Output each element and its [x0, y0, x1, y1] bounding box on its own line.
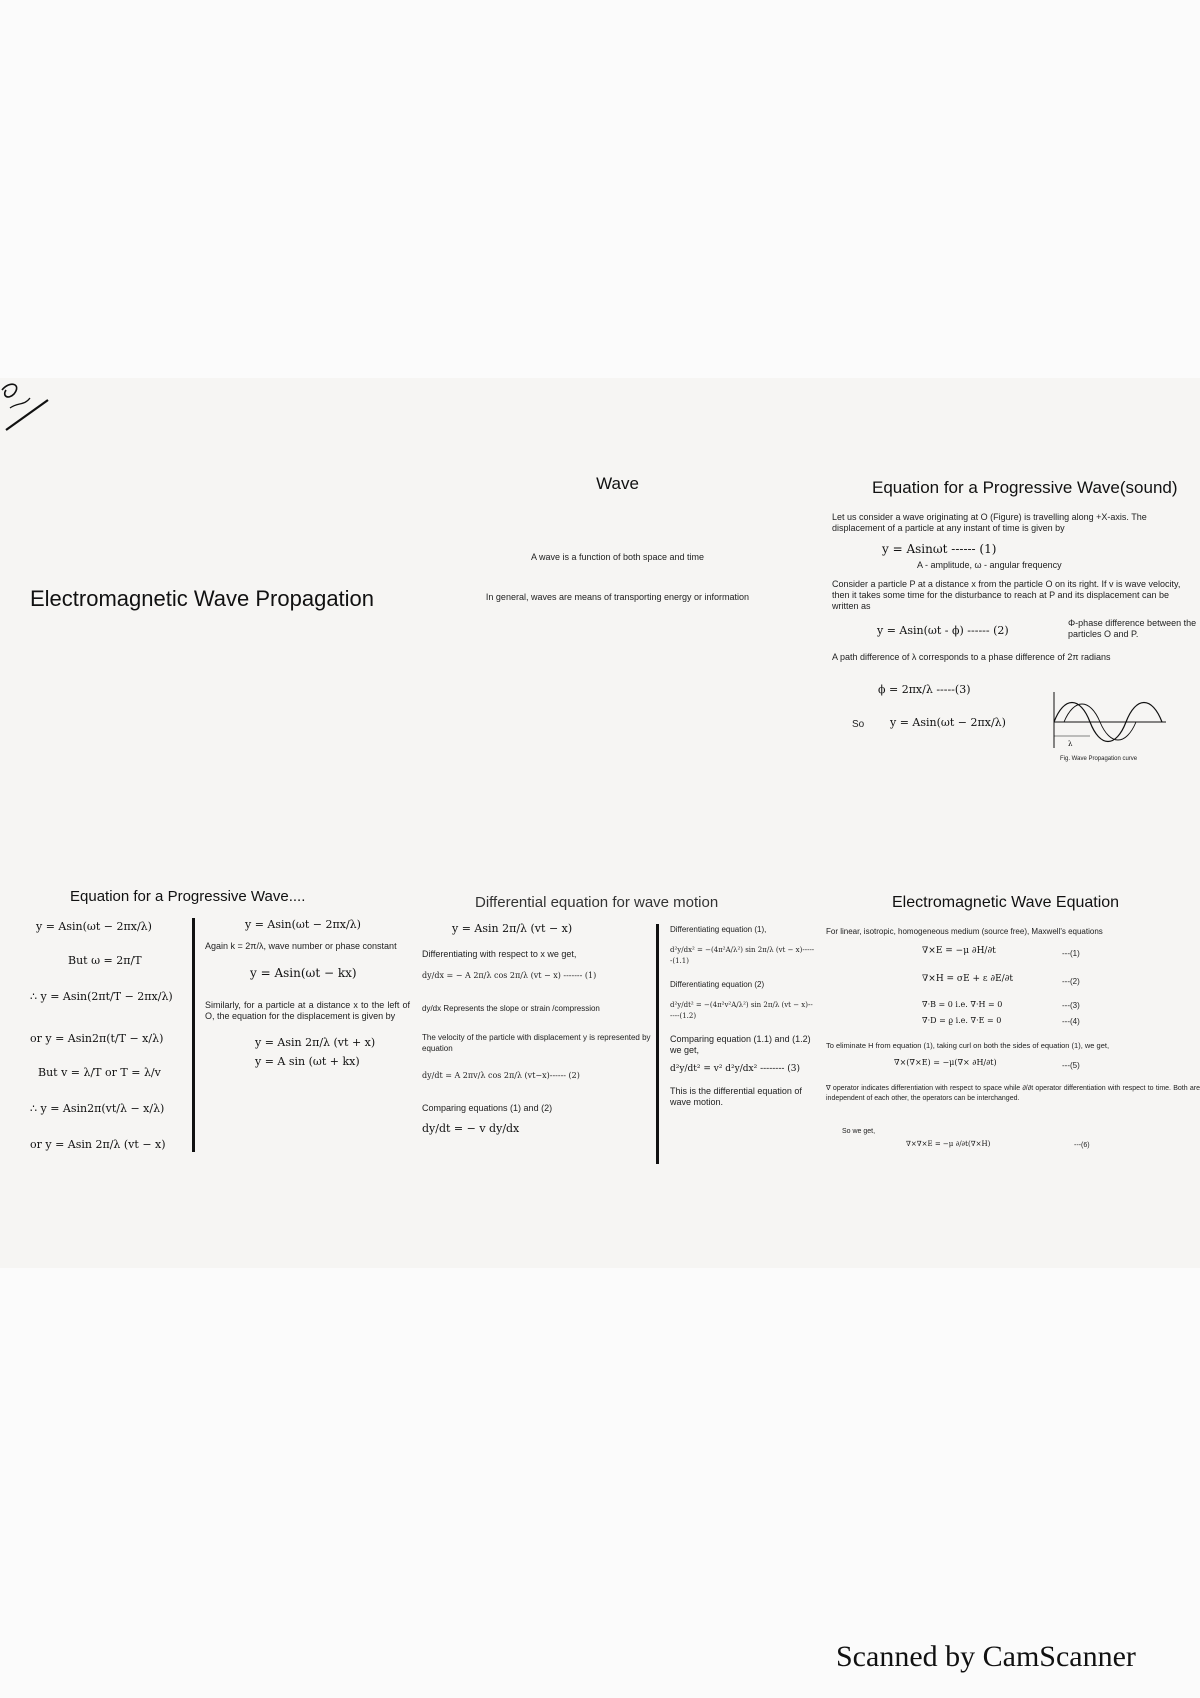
slide3-para-2: Consider a particle P at a distance x from the particle O on its right. If v is wave velocity, then it takes some time for the disturbance to reach at P and its displacement can be written as: [832, 579, 1181, 611]
slide5-right-para-2: Differentiating equation (2): [670, 980, 765, 989]
slide3-eq-1: y = Asinωt ------ (1): [882, 542, 997, 556]
slide3-eq-3: ϕ = 2πx/λ -----(3): [878, 683, 971, 696]
slide5-left-para-1: Differentiating with respect to x we get,: [422, 949, 577, 959]
slide5-left-para-4: Comparing equations (1) and (2): [422, 1103, 553, 1113]
slide-wave: [440, 474, 795, 603]
handwritten-signature: [0, 378, 60, 438]
slide6-eq-5-num: ---(5): [1062, 1061, 1080, 1070]
slide6-para-3: ∇ operator indicates differentiation with respect to space while ∂/∂t operator differentiation with respect to time. Both are independent of each other, the operators can be interchanged.: [826, 1085, 1200, 1102]
slide6-eq-1-num: ---(1): [1062, 949, 1080, 958]
slide-title: [30, 586, 430, 612]
main-title: Electromagnetic Wave Propagation: [30, 586, 375, 611]
wave-figure-caption: Fig. Wave Propagation curve: [1060, 756, 1138, 762]
slide5-right-eq-3: d²y/dt² = v² d²y/dx² -------- (3): [670, 1064, 801, 1074]
slide5-divider: [656, 924, 659, 1164]
slide4-right-eq-3: y = Asin 2π/λ (vt + x): [255, 1036, 376, 1049]
slide5-left-eq-1: dy/dx = − A 2π/λ cos 2π/λ (vt − x) ------- (1): [422, 971, 597, 980]
wave-title: Wave: [596, 474, 639, 493]
slide4-divider: [192, 918, 195, 1152]
slide6-eq-4-num: ---(4): [1062, 1017, 1080, 1026]
slide5-left-para-3: The velocity of the particle with displacement y is represented by equation: [422, 1033, 651, 1053]
slide4-left-eq-2: But ω = 2π/T: [68, 954, 142, 967]
slide6-eq-3: ∇·B = 0 i.e. ∇·H = 0: [922, 1000, 1003, 1009]
slide3-so: So: [852, 719, 865, 730]
slide6-eq-1: ∇×E = −μ ∂H/∂t: [922, 946, 996, 956]
slide6-title: Electromagnetic Wave Equation: [892, 894, 1120, 911]
slide5-left-eq-0: y = Asin 2π/λ (vt − x): [452, 922, 573, 935]
slide4-left-eq-7: or y = Asin 2π/λ (vt − x): [30, 1138, 166, 1151]
slide5-right-para-1: Differentiating equation (1),: [670, 925, 767, 934]
svg-text:λ: λ: [1068, 740, 1073, 748]
wave-line-1: A wave is a function of both space and time: [530, 552, 705, 562]
slide6-para-1: For linear, isotropic, homogeneous medium (source free), Maxwell's equations: [826, 927, 1103, 936]
slide-progressive-wave-sound: [832, 478, 1200, 762]
slide6-eq-6: ∇×∇×E = −μ ∂/∂t(∇×H): [906, 1140, 991, 1148]
slide3-eq-2: y = Asin(ωt - ϕ) ------ (2): [877, 624, 1009, 637]
slide-em-wave-equation: [822, 894, 1200, 1164]
slide6-para-2: To eliminate H from equation (1), taking curl on both the sides of equation (1), we get,: [826, 1041, 1110, 1050]
slide6-para-4: So we get,: [842, 1128, 876, 1135]
slide3-eq2-note: Φ-phase difference between the particles O and P.: [1068, 618, 1197, 639]
slide3-eq-4: y = Asin(ωt − 2πx/λ): [890, 716, 1006, 729]
slide4-left-eq-4: or y = Asin2π(t/T − x/λ): [30, 1032, 164, 1045]
slide4-right-eq-1: y = Asin(ωt − 2πx/λ): [245, 918, 361, 931]
slide-differential-equation: [420, 894, 820, 1164]
slide3-para-1: Let us consider a wave originating at O (Figure) is travelling along +X-axis. The displacement of a particle at any instant of time is given by: [832, 512, 1147, 533]
slide5-right-para-3: Comparing equation (1.1) and (1.2) we get,: [670, 1034, 811, 1055]
slide5-left-eq-3: dy/dt = − v dy/dx: [422, 1122, 520, 1135]
slide6-eq-2-num: ---(2): [1062, 977, 1080, 986]
slide6-eq-5: ∇×(∇×E) = −μ(∇× ∂H/∂t): [894, 1058, 997, 1067]
slide3-para-3: A path difference of λ corresponds to a phase difference of 2π radians: [832, 652, 1111, 662]
slide5-right-para-4: This is the differential equation of wave motion.: [670, 1086, 802, 1107]
slide-progressive-wave-cont: [30, 888, 415, 1158]
slide4-right-eq-4: y = A sin (ωt + kx): [255, 1055, 360, 1068]
slide6-eq-3-num: ---(3): [1062, 1001, 1080, 1010]
slide4-title: Equation for a Progressive Wave....: [70, 888, 306, 905]
slide4-left-eq-6: ∴ y = Asin2π(vt/λ − x/λ): [30, 1102, 165, 1115]
wave-line-2: In general, waves are means of transporting energy or information: [485, 592, 750, 602]
slide4-right-para-1: Again k = 2π/λ, wave number or phase constant: [205, 941, 397, 951]
camscanner-watermark: Scanned by CamScanner: [836, 1640, 1136, 1673]
slide4-left-eq-1: y = Asin(ωt − 2πx/λ): [36, 920, 152, 933]
slide4-right-eq-2: y = Asin(ωt − kx): [250, 966, 357, 980]
slide6-eq-6-num: ---(6): [1074, 1142, 1090, 1149]
slide6-eq-2: ∇×H = σE + ε ∂E/∂t: [922, 974, 1013, 984]
slide4-right-para-2: Similarly, for a particle at a distance x to the left of O, the equation for the displacement is given by: [205, 1000, 410, 1021]
slide5-title: Differential equation for wave motion: [475, 894, 719, 911]
slide4-left-eq-5: But v = λ/T or T = λ/v: [38, 1066, 161, 1079]
slide6-eq-4: ∇·D = ϱ i.e. ∇·E = 0: [922, 1016, 1002, 1025]
slide5-left-eq-2: dy/dt = A 2πv/λ cos 2π/λ (vt−x)------ (2): [422, 1071, 580, 1080]
slide3-title: Equation for a Progressive Wave(sound): [872, 478, 1178, 497]
slide4-left-eq-3: ∴ y = Asin(2πt/T − 2πx/λ): [30, 990, 173, 1003]
slide5-left-para-2: dy/dx Represents the slope or strain /compression: [422, 1004, 600, 1013]
slide5-right-eq-2: d²y/dt² = −(4π²v²A/λ²) sin 2π/λ (vt − x)------(1.2): [670, 1001, 813, 1020]
wave-propagation-figure: [1050, 690, 1168, 752]
slide3-eq1-note: A - amplitude, ω - angular frequency: [917, 560, 1062, 570]
slide5-right-eq-1: d²y/dx² = −(4π²A/λ²) sin 2π/λ (vt − x)------(1.1): [670, 946, 815, 965]
